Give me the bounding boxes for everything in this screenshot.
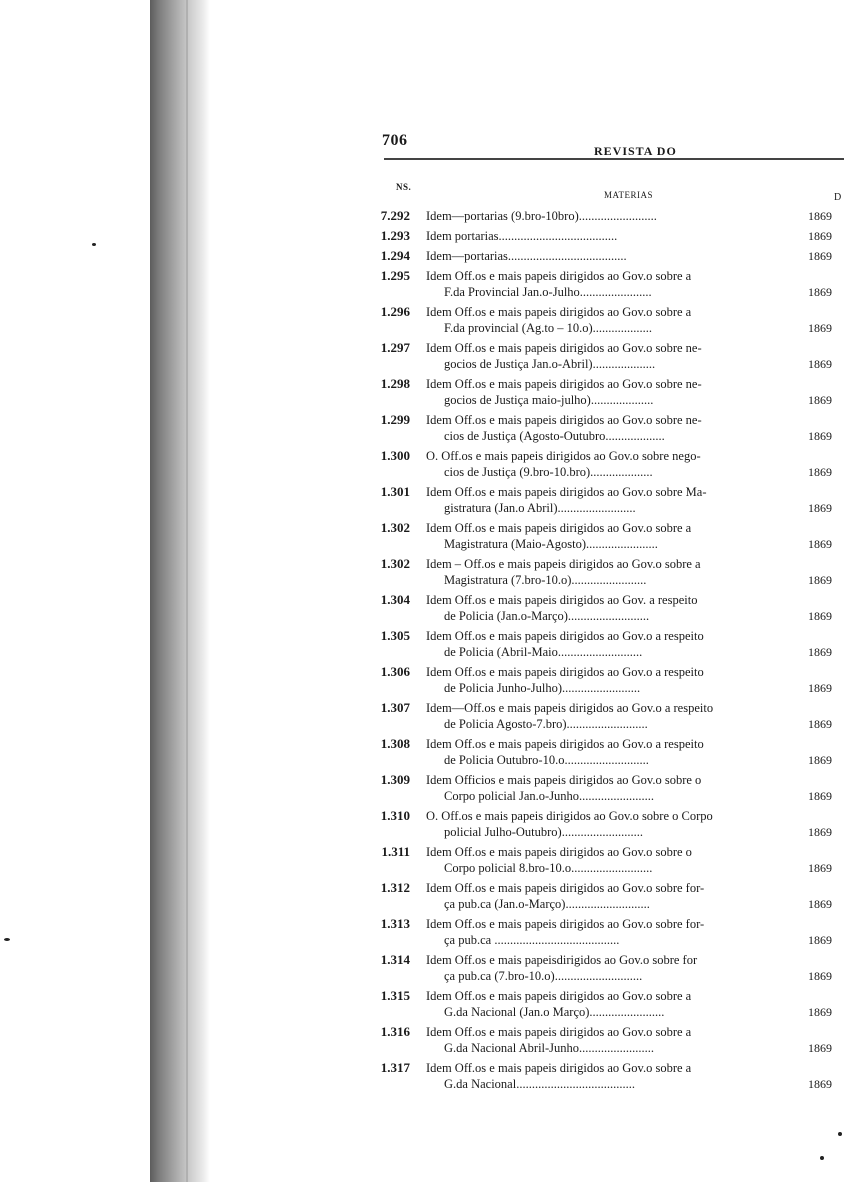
entry-number: 1.314 — [380, 952, 410, 967]
entry-description — [426, 772, 782, 804]
entry-description-line: gocios de Justiça maio-julho).................... — [444, 393, 654, 407]
entry-description-line: O. Off.os e mais papeis dirigidos ao Gov.o sobre nego- — [426, 449, 701, 463]
column-header-date: D — [834, 192, 842, 203]
entry-number: 1.299 — [380, 412, 410, 427]
entry-number: 1.300 — [380, 448, 410, 463]
entry-number: 1.311 — [381, 844, 410, 859]
list-item — [360, 988, 844, 1020]
list-item — [360, 448, 844, 480]
entry-year: 1869 — [808, 1005, 832, 1019]
entry-description — [426, 808, 782, 840]
entry-description-line: F.da provincial (Ag.to – 10.o)................... — [444, 321, 653, 335]
list-item — [360, 208, 844, 224]
entry-description-line: Corpo policial Jan.o-Junho........................ — [444, 789, 655, 803]
entry-year: 1869 — [808, 393, 832, 407]
list-item — [360, 376, 844, 408]
scan-speck — [92, 243, 96, 246]
entry-year: 1869 — [808, 1077, 832, 1091]
entry-description-line: G.da Nacional...................................... — [444, 1077, 635, 1091]
entry-number: 1.312 — [380, 880, 410, 895]
list-item — [360, 1060, 844, 1092]
list-item — [360, 808, 844, 840]
entry-description-line: Idem Off.os e mais papeis dirigidos ao Gov.o sobre a — [426, 269, 692, 283]
entry-number: 1.306 — [380, 664, 410, 679]
entry-year: 1869 — [808, 789, 832, 803]
entry-description — [426, 664, 782, 696]
entry-year: 1869 — [808, 501, 832, 515]
entry-description-line: ça pub.ca (7.bro-10.o)............................ — [444, 969, 643, 983]
entry-number: 1.296 — [380, 304, 410, 319]
entry-description-line: Idem Off.os e mais papeis dirigidos ao Gov.o sobre ne- — [426, 377, 702, 391]
entry-description — [426, 208, 782, 224]
entry-description — [426, 700, 782, 732]
entry-number: 1.302 — [380, 556, 410, 571]
entry-description — [426, 376, 782, 408]
entry-description — [426, 412, 782, 444]
entry-description-line: Idem Off.os e mais papeis dirigidos ao Gov.o sobre a — [426, 305, 692, 319]
entry-number: 1.308 — [380, 736, 410, 751]
entry-description-line: G.da Nacional Abril-Junho........................ — [444, 1041, 655, 1055]
entry-description-line: ça pub.ca (Jan.o-Março)........................... — [444, 897, 650, 911]
entry-description-line: de Policia Outubro-10.o........................... — [444, 753, 649, 767]
column-header-materias: MATERIAS — [604, 190, 654, 200]
entry-number: 1.302 — [380, 520, 410, 535]
entry-number: 1.310 — [380, 808, 410, 823]
entry-description-line: ça pub.ca ........................................ — [444, 933, 620, 947]
entry-description-line: policial Julho-Outubro).......................... — [444, 825, 643, 839]
entry-number: 1.304 — [380, 592, 410, 607]
entry-number: 1.301 — [380, 484, 410, 499]
scan-speck — [838, 1132, 842, 1136]
entry-number: 1.295 — [380, 268, 410, 283]
list-item — [360, 228, 844, 244]
entry-description — [426, 304, 782, 336]
entry-description — [426, 988, 782, 1020]
list-item — [360, 664, 844, 696]
entry-description-line: Idem Off.os e mais papeis dirigidos ao Gov.o a respeito — [426, 737, 704, 751]
entry-year: 1869 — [808, 465, 832, 479]
entry-year: 1869 — [808, 209, 832, 223]
list-item — [360, 700, 844, 732]
entry-number: 1.305 — [380, 628, 410, 643]
entry-year: 1869 — [808, 1041, 832, 1055]
entry-description — [426, 844, 782, 876]
entry-description-line: F.da Provincial Jan.o-Julho....................... — [444, 285, 652, 299]
entry-number: 1.297 — [380, 340, 410, 355]
running-title: REVISTA DO — [594, 144, 677, 158]
entry-number: 1.307 — [380, 700, 410, 715]
list-item — [360, 304, 844, 336]
entry-number: 1.313 — [380, 916, 410, 931]
page-number: 706 — [382, 132, 408, 149]
list-item — [360, 484, 844, 516]
entry-year: 1869 — [808, 681, 832, 695]
entry-description — [426, 248, 782, 264]
entry-description-line: Idem – Off.os e mais papeis dirigidos ao Gov.o sobre a — [426, 557, 701, 571]
entry-description-line: Idem Off.os e mais papeis dirigidos ao Gov.o sobre o — [426, 845, 692, 859]
list-item — [360, 736, 844, 768]
column-header-ns: NS. — [396, 182, 412, 192]
entry-year: 1869 — [808, 753, 832, 767]
entry-year: 1869 — [808, 897, 832, 911]
scan-speck — [4, 938, 10, 941]
list-item — [360, 880, 844, 912]
list-item — [360, 916, 844, 948]
entry-description-line: de Policia Junho-Julho)......................... — [444, 681, 641, 695]
entry-description — [426, 448, 782, 480]
entry-year: 1869 — [808, 573, 832, 587]
entry-description-line: cios de Justiça (Agosto-Outubro................... — [444, 429, 665, 443]
entry-description — [426, 556, 782, 588]
entry-number: 1.298 — [380, 376, 410, 391]
entry-description-line: Magistratura (Maio-Agosto)....................... — [444, 537, 658, 551]
scan-speck — [820, 1156, 824, 1160]
entry-description-line: Idem Off.os e mais papeis dirigidos ao Gov.o a respeito — [426, 665, 704, 679]
list-item — [360, 556, 844, 588]
entry-description-line: Idem Off.os e mais papeisdirigidos ao Gov.o sobre for — [426, 953, 698, 967]
header-rule — [384, 158, 844, 160]
entry-description-line: de Policia (Abril-Maio........................... — [444, 645, 643, 659]
entry-year: 1869 — [808, 609, 832, 623]
entry-year: 1869 — [808, 357, 832, 371]
page-gutter-shadow — [150, 0, 210, 1182]
entry-year: 1869 — [808, 229, 832, 243]
entry-number: 1.316 — [380, 1024, 410, 1039]
entry-description — [426, 628, 782, 660]
entry-number: 1.309 — [380, 772, 410, 787]
entry-number: 7.292 — [380, 208, 410, 223]
entry-description-line: Idem Off.os e mais papeis dirigidos ao Gov.o sobre ne- — [426, 341, 702, 355]
entry-year: 1869 — [808, 969, 832, 983]
entry-description-line: Idem Off.os e mais papeis dirigidos ao Gov. a respeito — [426, 593, 698, 607]
entry-year: 1869 — [808, 537, 832, 551]
entry-year: 1869 — [808, 645, 832, 659]
entry-description-line: Idem Off.os e mais papeis dirigidos ao Gov.o sobre for- — [426, 917, 705, 931]
entry-description-line: cios de Justiça (9.bro-10.bro).................... — [444, 465, 653, 479]
entry-number: 1.294 — [380, 248, 410, 263]
entry-number: 1.315 — [380, 988, 410, 1003]
list-item — [360, 844, 844, 876]
entry-year: 1869 — [808, 933, 832, 947]
entry-description — [426, 952, 782, 984]
binding-line — [186, 0, 188, 1182]
list-item — [360, 340, 844, 372]
entry-description-line: Idem Off.os e mais papeis dirigidos ao Gov.o sobre a — [426, 521, 692, 535]
entry-year: 1869 — [808, 717, 832, 731]
entry-description — [426, 1060, 782, 1092]
entry-description — [426, 268, 782, 300]
entry-description — [426, 916, 782, 948]
entry-description-line: Idem Off.os e mais papeis dirigidos ao Gov.o sobre ne- — [426, 413, 702, 427]
list-item — [360, 952, 844, 984]
list-item — [360, 772, 844, 804]
entry-description-line: Idem Off.os e mais papeis dirigidos ao Gov.o sobre for- — [426, 881, 705, 895]
entry-description-line: gistratura (Jan.o Abril)......................... — [444, 501, 636, 515]
entry-description — [426, 1024, 782, 1056]
entry-year: 1869 — [808, 861, 832, 875]
entry-description — [426, 880, 782, 912]
entry-description-line: Corpo policial 8.bro-10.o.......................... — [444, 861, 653, 875]
list-item — [360, 1024, 844, 1056]
entry-description-line: Idem Off.os e mais papeis dirigidos ao Gov.o sobre a — [426, 989, 692, 1003]
entry-year: 1869 — [808, 285, 832, 299]
list-item — [360, 520, 844, 552]
list-item — [360, 592, 844, 624]
entry-description-line: de Policia (Jan.o-Março).......................... — [444, 609, 650, 623]
list-item — [360, 268, 844, 300]
entry-description — [426, 228, 782, 244]
entries-list — [360, 208, 844, 1096]
entry-year: 1869 — [808, 429, 832, 443]
entry-description — [426, 520, 782, 552]
entry-description — [426, 592, 782, 624]
entry-description-line: Idem portarias...................................... — [426, 229, 618, 243]
entry-year: 1869 — [808, 249, 832, 263]
entry-description — [426, 484, 782, 516]
entry-description-line: Idem—portarias...................................... — [426, 249, 627, 263]
entry-description-line: Idem Off.os e mais papeis dirigidos ao Gov.o sobre a — [426, 1025, 692, 1039]
entry-year: 1869 — [808, 321, 832, 335]
entry-description-line: Magistratura (7.bro-10.o)........................ — [444, 573, 647, 587]
entry-description-line: O. Off.os e mais papeis dirigidos ao Gov.o sobre o Corpo — [426, 809, 713, 823]
entry-number: 1.317 — [380, 1060, 410, 1075]
entry-description — [426, 340, 782, 372]
entry-description-line: Idem Officios e mais papeis dirigidos ao Gov.o sobre o — [426, 773, 702, 787]
entry-description-line: Idem Off.os e mais papeis dirigidos ao Gov.o a respeito — [426, 629, 704, 643]
entry-number: 1.293 — [380, 228, 410, 243]
entry-description-line: Idem—portarias (9.bro-10bro)......................... — [426, 209, 657, 223]
entry-description-line: de Policia Agosto-7.bro).......................... — [444, 717, 648, 731]
entry-description — [426, 736, 782, 768]
entry-description-line: gocios de Justiça Jan.o-Abril).................... — [444, 357, 656, 371]
entry-year: 1869 — [808, 825, 832, 839]
list-item — [360, 412, 844, 444]
list-item — [360, 248, 844, 264]
entry-description-line: Idem Off.os e mais papeis dirigidos ao Gov.o sobre a — [426, 1061, 692, 1075]
entry-description-line: Idem—Off.os e mais papeis dirigidos ao Gov.o a respeito — [426, 701, 714, 715]
entry-description-line: G.da Nacional (Jan.o Março)........................ — [444, 1005, 665, 1019]
list-item — [360, 628, 844, 660]
entry-description-line: Idem Off.os e mais papeis dirigidos ao Gov.o sobre Ma- — [426, 485, 707, 499]
